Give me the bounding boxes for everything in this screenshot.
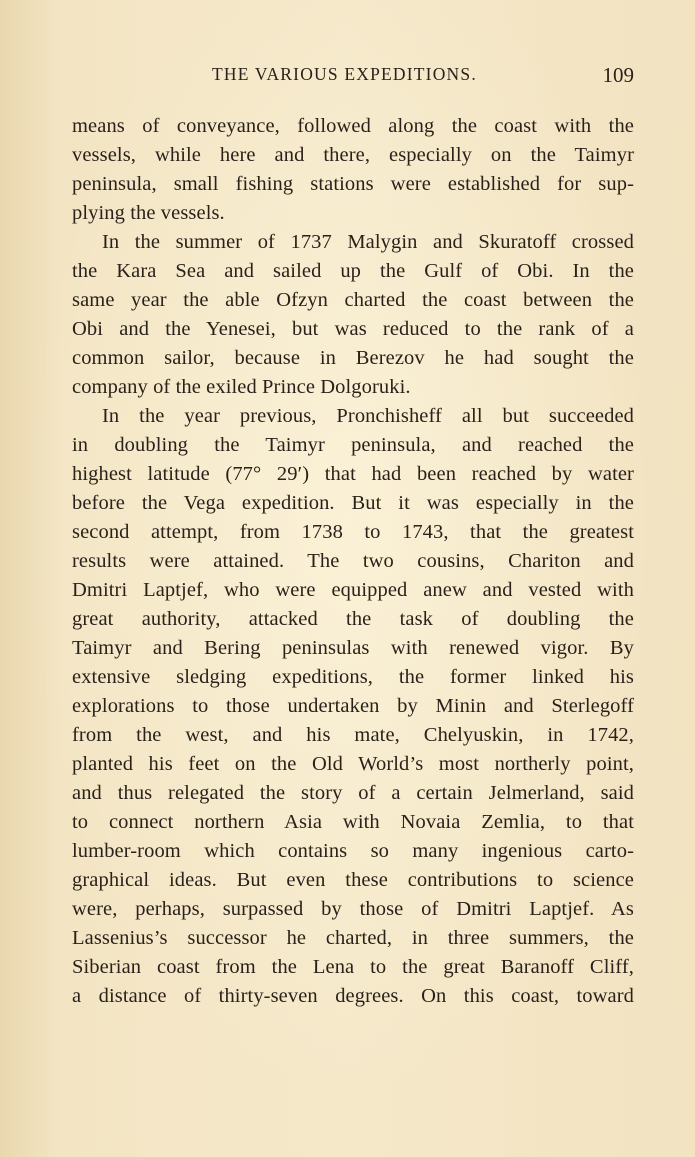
- text-line: company of the exiled Prince Dolgoruki.: [72, 376, 411, 398]
- text-line: same year the able Ofzyn charted the coast between the: [72, 289, 634, 311]
- text-line: In the summer of 1737 Malygin and Skuratoff crossed: [102, 231, 634, 253]
- text-line: plying the vessels.: [72, 202, 225, 224]
- running-header: [72, 64, 634, 88]
- text-line: second attempt, from 1738 to 1743, that the greatest: [72, 521, 634, 543]
- text-line: and thus relegated the story of a certain Jelmerland, said: [72, 782, 634, 804]
- text-line: from the west, and his mate, Chelyuskin, in 1742,: [72, 724, 634, 746]
- text-line: great authority, attacked the task of doubling the: [72, 608, 634, 630]
- text-line: to connect northern Asia with Novaia Zemlia, to that: [72, 811, 634, 833]
- text-line: Siberian coast from the Lena to the great Baranoff Cliff,: [72, 956, 634, 978]
- text-line: were, perhaps, surpassed by those of Dmitri Laptjef. As: [72, 898, 634, 920]
- text-line: lumber-room which contains so many ingenious carto-: [72, 840, 634, 862]
- text-line: a distance of thirty-seven degrees. On this coast, toward: [72, 985, 634, 1007]
- text-line: In the year previous, Pronchisheff all but succeeded: [102, 405, 634, 427]
- text-line: Taimyr and Bering peninsulas with renewed vigor. By: [72, 637, 634, 659]
- text-line: extensive sledging expeditions, the former linked his: [72, 666, 634, 688]
- text-line: Lassenius’s successor he charted, in three summers, the: [72, 927, 634, 949]
- body-text: [72, 112, 634, 1011]
- text-line: vessels, while here and there, especially on the Taimyr: [72, 144, 634, 166]
- text-line: means of conveyance, followed along the coast with the: [72, 115, 634, 137]
- text-line: graphical ideas. But even these contributions to science: [72, 869, 634, 891]
- text-line: planted his feet on the Old World’s most northerly point,: [72, 753, 634, 775]
- running-title: THE VARIOUS EXPEDITIONS.: [212, 64, 477, 84]
- text-line: before the Vega expedition. But it was especially in the: [72, 492, 634, 514]
- text-line: the Kara Sea and sailed up the Gulf of Obi. In the: [72, 260, 634, 282]
- text-line: in doubling the Taimyr peninsula, and reached the: [72, 434, 634, 456]
- text-line: results were attained. The two cousins, Chariton and: [72, 550, 634, 572]
- text-line: highest latitude (77° 29′) that had been reached by water: [72, 463, 634, 485]
- text-line: Obi and the Yenesei, but was reduced to the rank of a: [72, 318, 634, 340]
- page-number: 109: [602, 63, 634, 87]
- text-line: Dmitri Laptjef, who were equipped anew and vested with: [72, 579, 634, 601]
- text-line: peninsula, small fishing stations were established for sup-: [72, 173, 634, 195]
- text-line: common sailor, because in Berezov he had sought the: [72, 347, 634, 369]
- text-line: explorations to those undertaken by Minin and Sterlegoff: [72, 695, 634, 717]
